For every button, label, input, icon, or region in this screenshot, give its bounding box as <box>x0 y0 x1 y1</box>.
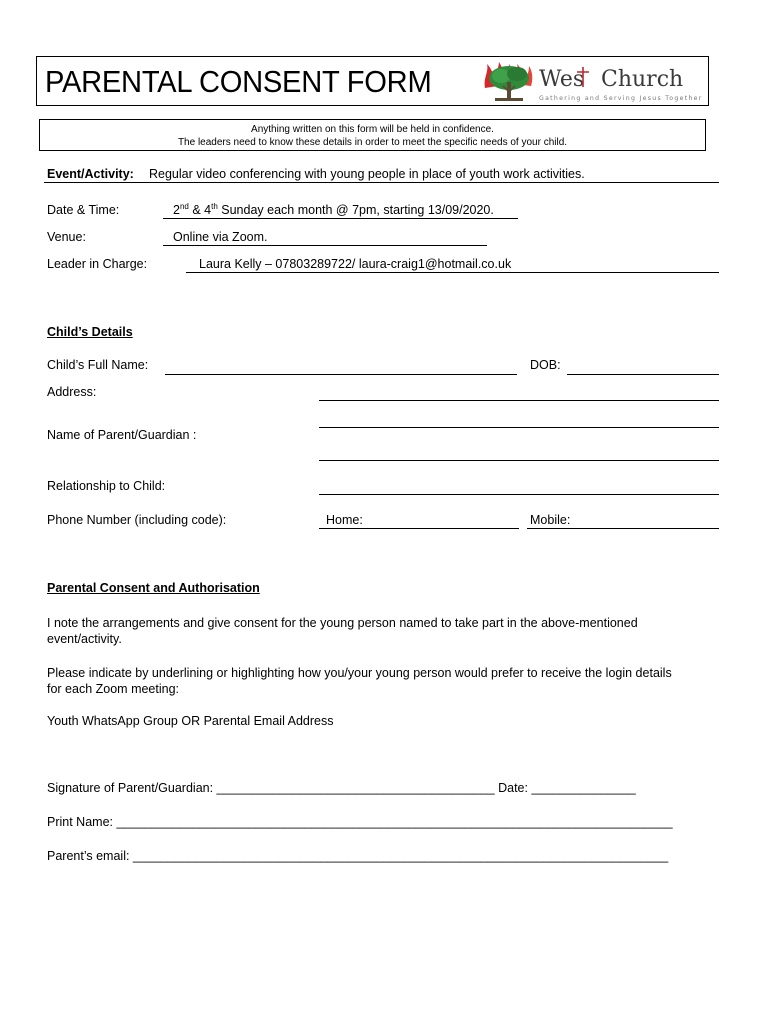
date-ordinal-2-suffix: th <box>211 202 218 211</box>
venue-underline <box>163 245 487 246</box>
leader-underline <box>186 272 719 273</box>
mobile-phone-field[interactable] <box>527 528 719 529</box>
parent-guardian-label: Name of Parent/Guardian : <box>47 428 197 442</box>
consent-heading: Parental Consent and Authorisation <box>47 581 260 595</box>
date-underline <box>163 218 518 219</box>
form-title: PARENTAL CONSENT FORM <box>45 64 432 99</box>
venue-value[interactable]: Online via Zoom. <box>173 230 268 244</box>
consent-paragraph-line-2: event/activity. <box>47 632 122 646</box>
logo-name: Wes <box>539 67 585 92</box>
child-details-heading: Child’s Details <box>47 325 133 339</box>
event-label: Event/Activity: <box>47 167 134 181</box>
signature-line[interactable]: Signature of Parent/Guardian: ________________________________________ Date: _______________ <box>47 781 636 795</box>
address-field-line-2[interactable] <box>319 427 719 428</box>
consent-paragraph <box>47 615 727 647</box>
venue-label: Venue: <box>47 230 86 244</box>
parent-guardian-field[interactable] <box>319 460 719 461</box>
confidentiality-line-1: Anything written on this form will be held in confidence. <box>251 124 494 135</box>
date-ordinal-1: 2 <box>173 203 180 217</box>
address-label: Address: <box>47 385 97 399</box>
date-rest: Sunday each month @ 7pm, starting 13/09/2020. <box>221 203 494 217</box>
login-preference-line-1: Please indicate by underlining or highlighting how you/your young person would prefer to receive the login details <box>47 666 672 680</box>
relationship-label: Relationship to Child: <box>47 479 166 493</box>
date-value[interactable] <box>173 204 494 217</box>
relationship-field[interactable] <box>319 494 719 495</box>
dob-label: DOB: <box>530 358 561 372</box>
svg-text:Church: Church <box>601 67 684 92</box>
child-full-name-field[interactable] <box>165 374 517 375</box>
logo-tagline: Gathering and Serving Jesus Together <box>539 95 703 102</box>
login-preference-paragraph <box>47 665 727 697</box>
print-name-line[interactable]: Print Name: ________________________________________________________________________________ <box>47 815 673 829</box>
parent-email-line[interactable]: Parent’s email: _____________________________________________________________________________ <box>47 849 669 863</box>
login-preference-line-2: for each Zoom meeting: <box>47 682 180 696</box>
login-options[interactable]: Youth WhatsApp Group OR Parental Email Address <box>47 714 334 728</box>
home-phone-field[interactable] <box>319 528 519 529</box>
dob-field[interactable] <box>567 374 719 375</box>
event-value[interactable]: Regular video conferencing with young people in place of youth work activities. <box>149 167 585 181</box>
phone-label: Phone Number (including code): <box>47 513 227 527</box>
address-field-line-1[interactable] <box>319 400 719 401</box>
confidentiality-notice <box>39 119 706 151</box>
consent-paragraph-line-1: I note the arrangements and give consent for the young person named to take part in the above-mentioned <box>47 616 638 630</box>
home-label: Home: <box>326 513 363 527</box>
date-ordinal-2: & 4 <box>192 203 212 217</box>
confidentiality-line-2: The leaders need to know these details in order to meet the specific needs of your child. <box>177 137 568 148</box>
west-church-logo <box>481 58 707 104</box>
child-full-name-label: Child’s Full Name: <box>47 358 149 372</box>
leader-value[interactable]: Laura Kelly – 07803289722/ laura-craig1@hotmail.co.uk <box>199 257 512 271</box>
mobile-label: Mobile: <box>530 513 571 527</box>
date-label: Date & Time: <box>47 203 120 217</box>
date-ordinal-1-suffix: nd <box>179 202 189 211</box>
leader-label: Leader in Charge: <box>47 257 148 271</box>
event-underline <box>44 182 719 183</box>
